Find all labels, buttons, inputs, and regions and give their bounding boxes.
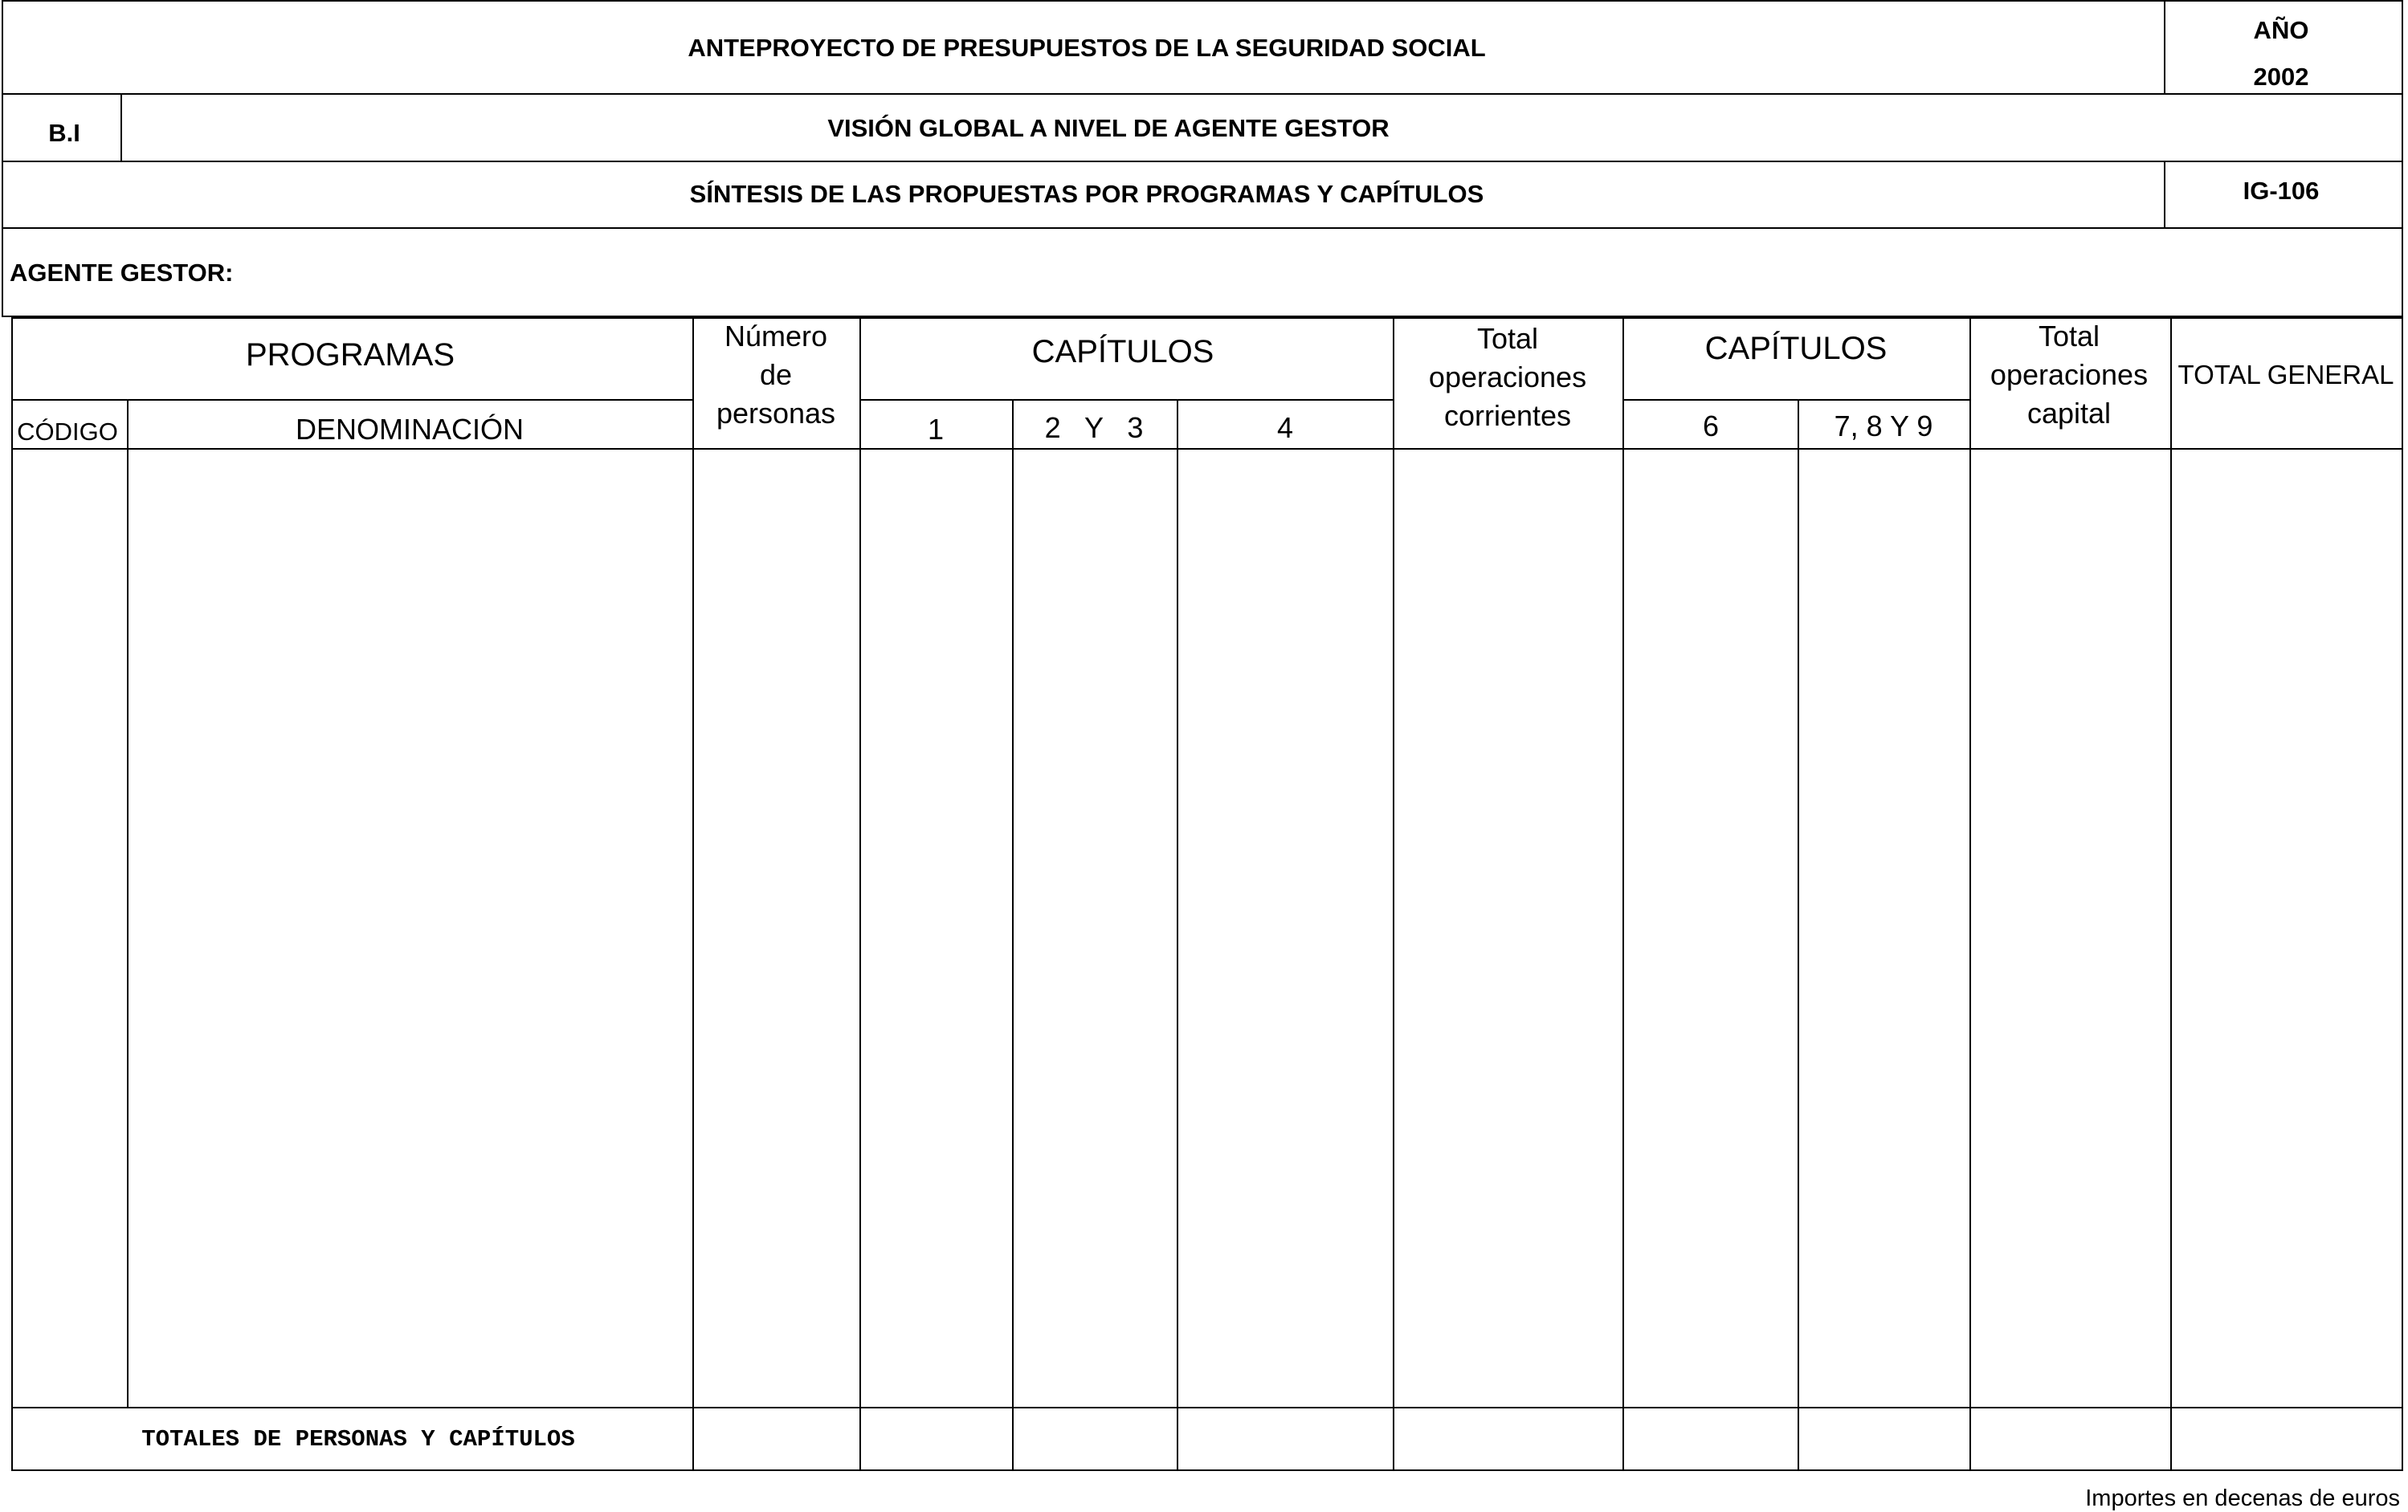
capitulos-a-subheader-line <box>859 399 1393 401</box>
section-code: B.I <box>48 119 80 147</box>
column-divider <box>127 399 129 1407</box>
capitulos-header-capital: CAPÍTULOS <box>1704 331 1888 366</box>
numero-personas-header <box>716 317 835 433</box>
chapter-7-8-9-header: 7, 8 Y 9 <box>1834 410 1933 442</box>
column-divider <box>1177 399 1178 1471</box>
totals-row-label: TOTALES DE PERSONAS Y CAPÍTULOS <box>141 1426 575 1453</box>
year-label: AÑO <box>2253 16 2309 44</box>
table-header-bottom <box>11 448 2403 450</box>
total-corrientes-line: operaciones <box>1428 361 1587 393</box>
header-divider <box>2 93 2403 95</box>
total-general-header: TOTAL GENERAL <box>2177 360 2394 389</box>
year-value: 2002 <box>2253 63 2309 91</box>
agent-label: AGENTE GESTOR: <box>10 259 234 287</box>
totals-row-top <box>11 1407 2403 1408</box>
column-divider <box>1798 399 1799 1471</box>
column-divider <box>692 317 694 1471</box>
programas-subheader-line <box>11 399 692 401</box>
programs-table <box>11 317 2403 1471</box>
column-divider <box>1969 317 1971 1471</box>
numero-personas-line: Número <box>724 320 828 353</box>
document-title: ANTEPROYECTO DE PRESUPUESTOS DE LA SEGURIDAD SOCIAL <box>688 34 1486 62</box>
header-divider <box>2 161 2403 162</box>
chapter-2-3-header: 2 Y 3 <box>1044 411 1144 444</box>
total-corrientes-line: Total <box>1476 322 1539 355</box>
header-divider <box>2 227 2403 229</box>
programas-header: PROGRAMAS <box>245 337 455 373</box>
total-capital-line: Total <box>2038 320 2100 353</box>
numero-personas-line: personas <box>716 397 836 430</box>
header-divider <box>2164 161 2165 227</box>
section-title: VISIÓN GLOBAL A NIVEL DE AGENTE GESTOR <box>827 114 1390 142</box>
header-divider <box>120 93 122 161</box>
chapter-6-header: 6 <box>1702 410 1720 442</box>
total-capital-header <box>1990 317 2148 433</box>
column-divider <box>1393 317 1394 1471</box>
column-divider <box>1012 399 1014 1471</box>
chapter-4-header: 4 <box>1276 411 1294 444</box>
denominacion-header: DENOMINACIÓN <box>295 413 524 446</box>
chapter-1-header: 1 <box>927 413 945 446</box>
capitulos-header-current: CAPÍTULOS <box>1031 334 1214 369</box>
capitulos-b-subheader-line <box>1622 399 1969 401</box>
column-divider <box>1622 317 1624 1471</box>
total-capital-line: capital <box>2026 397 2112 430</box>
total-corrientes-header <box>1429 320 1586 435</box>
numero-personas-line: de <box>759 358 793 391</box>
total-capital-line: operaciones <box>1990 358 2149 391</box>
codigo-header: CÓDIGO <box>17 418 118 446</box>
document-subtitle: SÍNTESIS DE LAS PROPUESTAS POR PROGRAMAS Y CAPÍTULOS <box>689 180 1484 208</box>
header-divider <box>2164 0 2165 93</box>
column-divider <box>2170 317 2172 1471</box>
total-corrientes-line: corrientes <box>1443 399 1572 432</box>
amounts-unit-note: Importes en decenas de euros <box>2085 1486 2400 1511</box>
form-code: IG-106 <box>2243 177 2320 205</box>
column-divider <box>859 317 861 1471</box>
